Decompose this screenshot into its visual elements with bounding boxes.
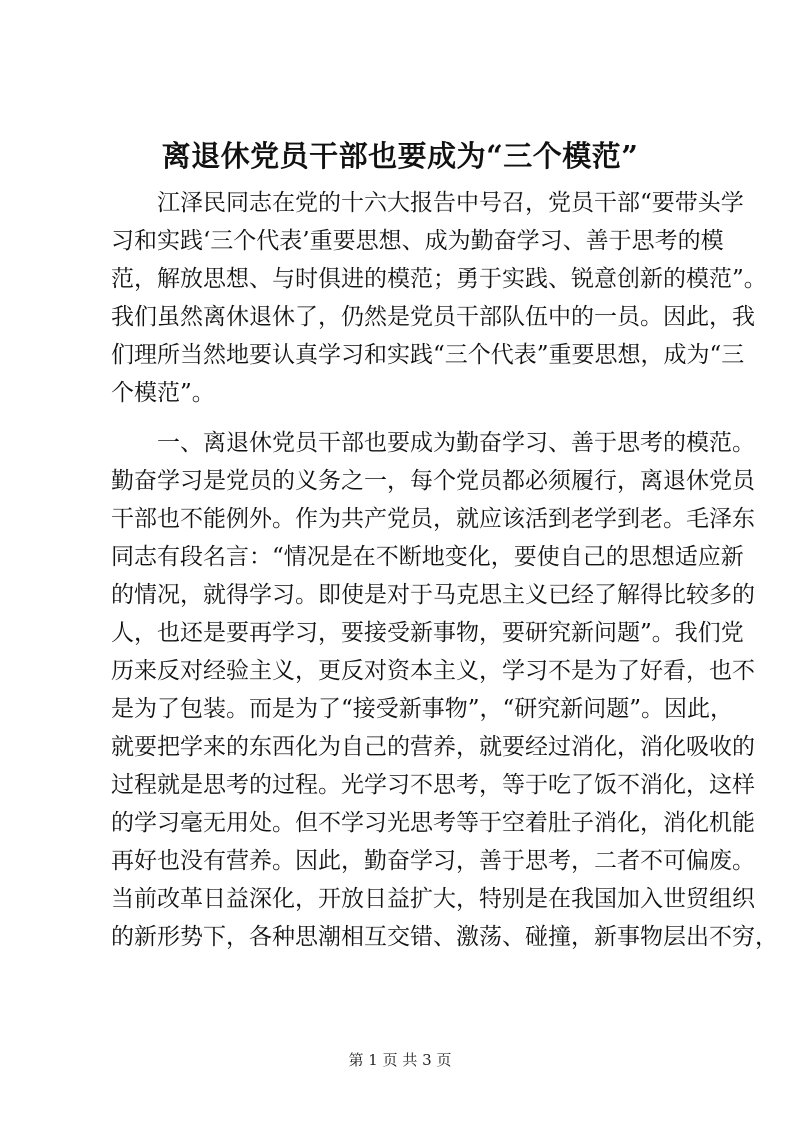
text-line: 江泽民同志在党的十六大报告中号召，党员干部“要带头学	[111, 190, 744, 216]
text-line: 个模范”。	[111, 380, 215, 406]
document-body	[111, 184, 778, 956]
text-line: 就要把学来的东西化为自己的营养，就要经过消化，消化吸收的	[111, 734, 755, 760]
text-line: 们理所当然地要认真学习和实践“三个代表”重要思想，成为“三	[111, 342, 745, 368]
text-line: 过程就是思考的过程。光学习不思考，等于吃了饭不消化，这样	[111, 772, 755, 798]
paragraph-spacer	[111, 412, 711, 424]
text-line: 人，也还是要再学习，要接受新事物，要研究新问题”。我们党	[111, 620, 744, 646]
text-line: 勤奋学习是党员的义务之一，每个党员都必须履行，离退休党员	[111, 468, 755, 494]
text-line: 再好也没有营养。因此，勤奋学习，善于思考，二者不可偏废。	[111, 848, 755, 874]
text-line: 的新形势下，各种思潮相互交错、激荡、碰撞，新事物层出不穷，	[111, 924, 778, 950]
text-line: 范，解放思想、与时俱进的模范；勇于实践、锐意创新的模范”。	[111, 266, 767, 292]
text-line: 是为了包装。而是为了“接受新事物”，“研究新问题”。因此，	[111, 696, 734, 722]
text-line: 干部也不能例外。作为共产党员，就应该活到老学到老。毛泽东	[111, 506, 755, 532]
text-line: 同志有段名言：“情况是在不断地变化，要使自己的思想适应新	[111, 544, 744, 570]
paragraph	[111, 184, 767, 412]
text-line: 的学习毫无用处。但不学习光思考等于空着肚子消化，消化机能	[111, 810, 755, 836]
text-line: 一、离退休党员干部也要成为勤奋学习、善于思考的模范。	[111, 430, 755, 456]
paragraph	[111, 424, 778, 956]
text-line: 历来反对经验主义，更反对资本主义，学习不是为了好看，也不	[111, 658, 755, 684]
text-line: 习和实践‘三个代表’重要思想、成为勤奋学习、善于思考的模	[111, 228, 724, 254]
page-number-footer: 第 1 页 共 3 页	[348, 1051, 452, 1069]
text-line: 的情况，就得学习。即使是对于马克思主义已经了解得比较多的	[111, 582, 755, 608]
page-title: 离退休党员干部也要成为“三个模范”	[161, 139, 639, 173]
text-line: 我们虽然离休退休了，仍然是党员干部队伍中的一员。因此，我	[111, 304, 755, 330]
text-line: 当前改革日益深化，开放日益扩大，特别是在我国加入世贸组织	[111, 886, 755, 912]
